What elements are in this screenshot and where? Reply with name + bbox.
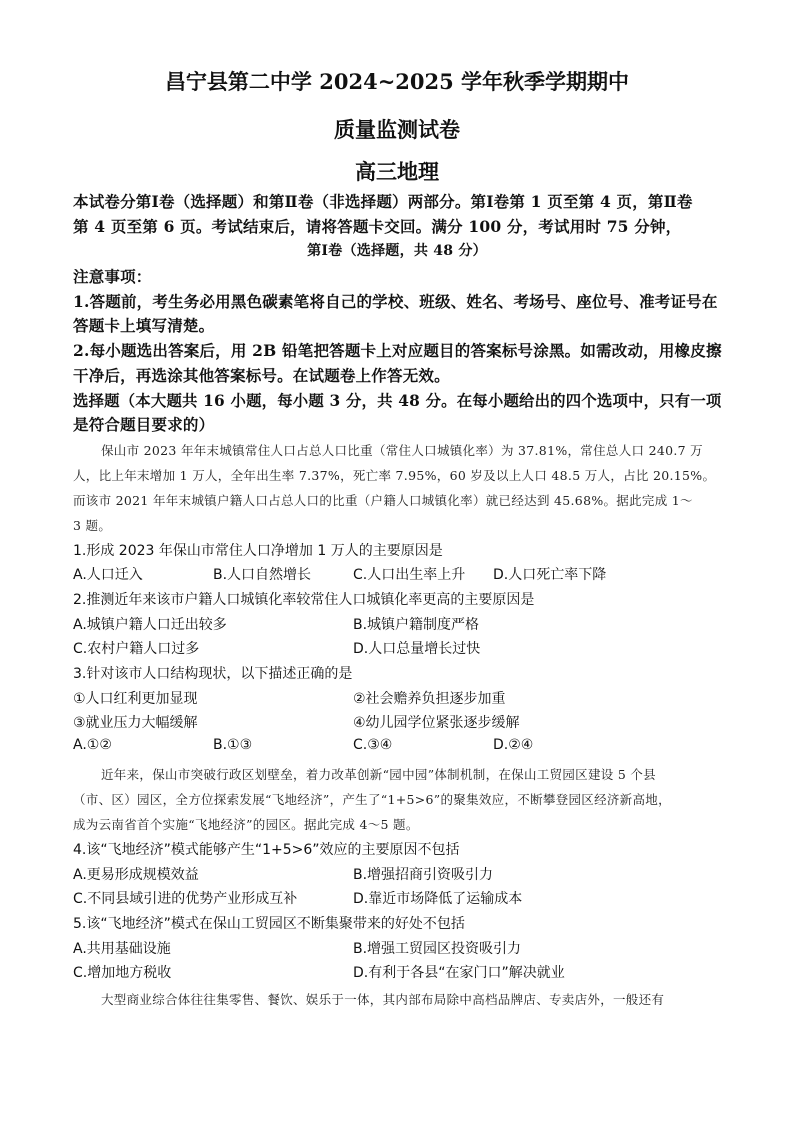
question-3-statement-3: ③就业压力大幅缓解	[73, 715, 198, 731]
question-1-option-d: D.人口死亡率下降	[493, 567, 607, 583]
note-1-line-1: 1.答题前，考生务必用黑色碳素笔将自己的学校、班级、姓名、考场号、座位号、准考证号在	[73, 292, 718, 311]
notes-heading: 注意事项：	[73, 267, 152, 286]
question-3-statement-1: ①人口红利更加显现	[73, 691, 198, 707]
note-1-line-2: 答题卡上填写清楚。	[73, 316, 215, 335]
intro-line-1: 本试卷分第Ⅰ卷（选择题）和第Ⅱ卷（非选择题）两部分。第Ⅰ卷第 1 页至第 4 页，第Ⅱ卷	[73, 192, 693, 211]
question-3-statement-2: ②社会赡养负担逐步加重	[353, 691, 506, 707]
question-2-option-c: C.农村户籍人口过多	[73, 641, 200, 657]
section-instructions-line-2: 是符合题目要求的）	[73, 415, 215, 434]
question-5-option-c: C.增加地方税收	[73, 965, 172, 981]
passage-1-line-2: 人，比上年末增加 1 万人，全年出生率 7.37%，死亡率 7.95%，60 岁及以上人口 48.5 万人，占比 20.15%。	[73, 468, 716, 483]
question-4-option-d: D.靠近市场降低了运输成本	[353, 891, 523, 907]
question-4-stem: 4.该“飞地经济”模式能够产生“1+5>6”效应的主要原因不包括	[73, 842, 460, 858]
passage-1-line-1: 保山市 2023 年年末城镇常住人口占总人口比重（常住人口城镇化率）为 37.81%，常住总人口 240.7 万	[101, 443, 703, 458]
passage-2-line-2: （市、区）园区，全方位探索发展“飞地经济”，产生了“1+5>6”的聚集效应，不断攀登园区经济新高地，	[73, 792, 671, 807]
exam-subtitle: 质量监测试卷	[334, 117, 460, 142]
question-5-option-d: D.有利于各县“在家门口”解决就业	[353, 965, 565, 981]
question-2-option-d: D.人口总量增长过快	[353, 641, 481, 657]
note-2-line-1: 2.每小题选出答案后，用 2B 铅笔把答题卡上对应题目的答案标号涂黑。如需改动，用橡皮擦	[73, 341, 722, 360]
subject-title: 高三地理	[355, 159, 439, 184]
question-1-option-a: A.人口迁入	[73, 567, 143, 583]
part1-heading: 第Ⅰ卷（选择题，共 48 分）	[307, 243, 487, 259]
question-3-option-c: C.③④	[353, 737, 393, 753]
passage-2-line-1: 近年来，保山市突破行政区划壁垒，着力改革创新“园中园”体制机制，在保山工贸园区建设 5 个县	[101, 767, 656, 782]
question-4-option-a: A.更易形成规模效益	[73, 867, 199, 883]
question-1-option-c: C.人口出生率上升	[353, 567, 466, 583]
question-3-option-d: D.②④	[493, 737, 534, 753]
question-5-option-a: A.共用基础设施	[73, 941, 171, 957]
question-3-statement-4: ④幼儿园学位紧张逐步缓解	[353, 715, 520, 731]
section-instructions-line-1: 选择题（本大题共 16 小题，每小题 3 分，共 48 分。在每小题给出的四个选项中，只有一项	[73, 392, 722, 410]
question-2-stem: 2.推测近年来该市户籍人口城镇化率较常住人口城镇化率更高的主要原因是	[73, 592, 535, 608]
question-3-option-b: B.①③	[213, 737, 253, 753]
question-2-option-b: B.城镇户籍制度严格	[353, 617, 480, 633]
question-2-option-a: A.城镇户籍人口迁出较多	[73, 617, 227, 633]
question-3-option-a: A.①②	[73, 737, 112, 753]
passage-2-line-3: 成为云南省首个实施“飞地经济”的园区。据此完成 4～5 题。	[73, 817, 419, 832]
passage-1-line-3: 而该市 2021 年年末城镇户籍人口占总人口的比重（户籍人口城镇化率）就已经达到 45.68%。据此完成 1～	[73, 493, 693, 508]
question-3-stem: 3.针对该市人口结构现状，以下描述正确的是	[73, 666, 353, 682]
question-4-option-c: C.不同县域引进的优势产业形成互补	[73, 891, 298, 907]
note-2-line-2: 干净后，再选涂其他答案标号。在试题卷上作答无效。	[73, 366, 450, 385]
intro-line-2: 第 4 页至第 6 页。考试结束后，请将答题卡交回。满分 100 分，考试用时 75 分钟，	[73, 217, 682, 236]
exam-title: 昌宁县第二中学 2024~2025 学年秋季学期期中	[164, 69, 630, 94]
question-4-option-b: B.增强招商引资吸引力	[353, 867, 494, 883]
passage-1-line-4: 3 题。	[73, 518, 112, 533]
question-1-option-b: B.人口自然增长	[213, 567, 312, 583]
question-5-option-b: B.增强工贸园区投资吸引力	[353, 941, 522, 957]
question-1-stem: 1.形成 2023 年保山市常住人口净增加 1 万人的主要原因是	[73, 543, 443, 559]
question-5-stem: 5.该“飞地经济”模式在保山工贸园区不断集聚带来的好处不包括	[73, 916, 465, 932]
passage-3-line-1: 大型商业综合体往往集零售、餐饮、娱乐于一体，其内部布局除中高档品牌店、专卖店外，一般还有	[101, 992, 665, 1007]
